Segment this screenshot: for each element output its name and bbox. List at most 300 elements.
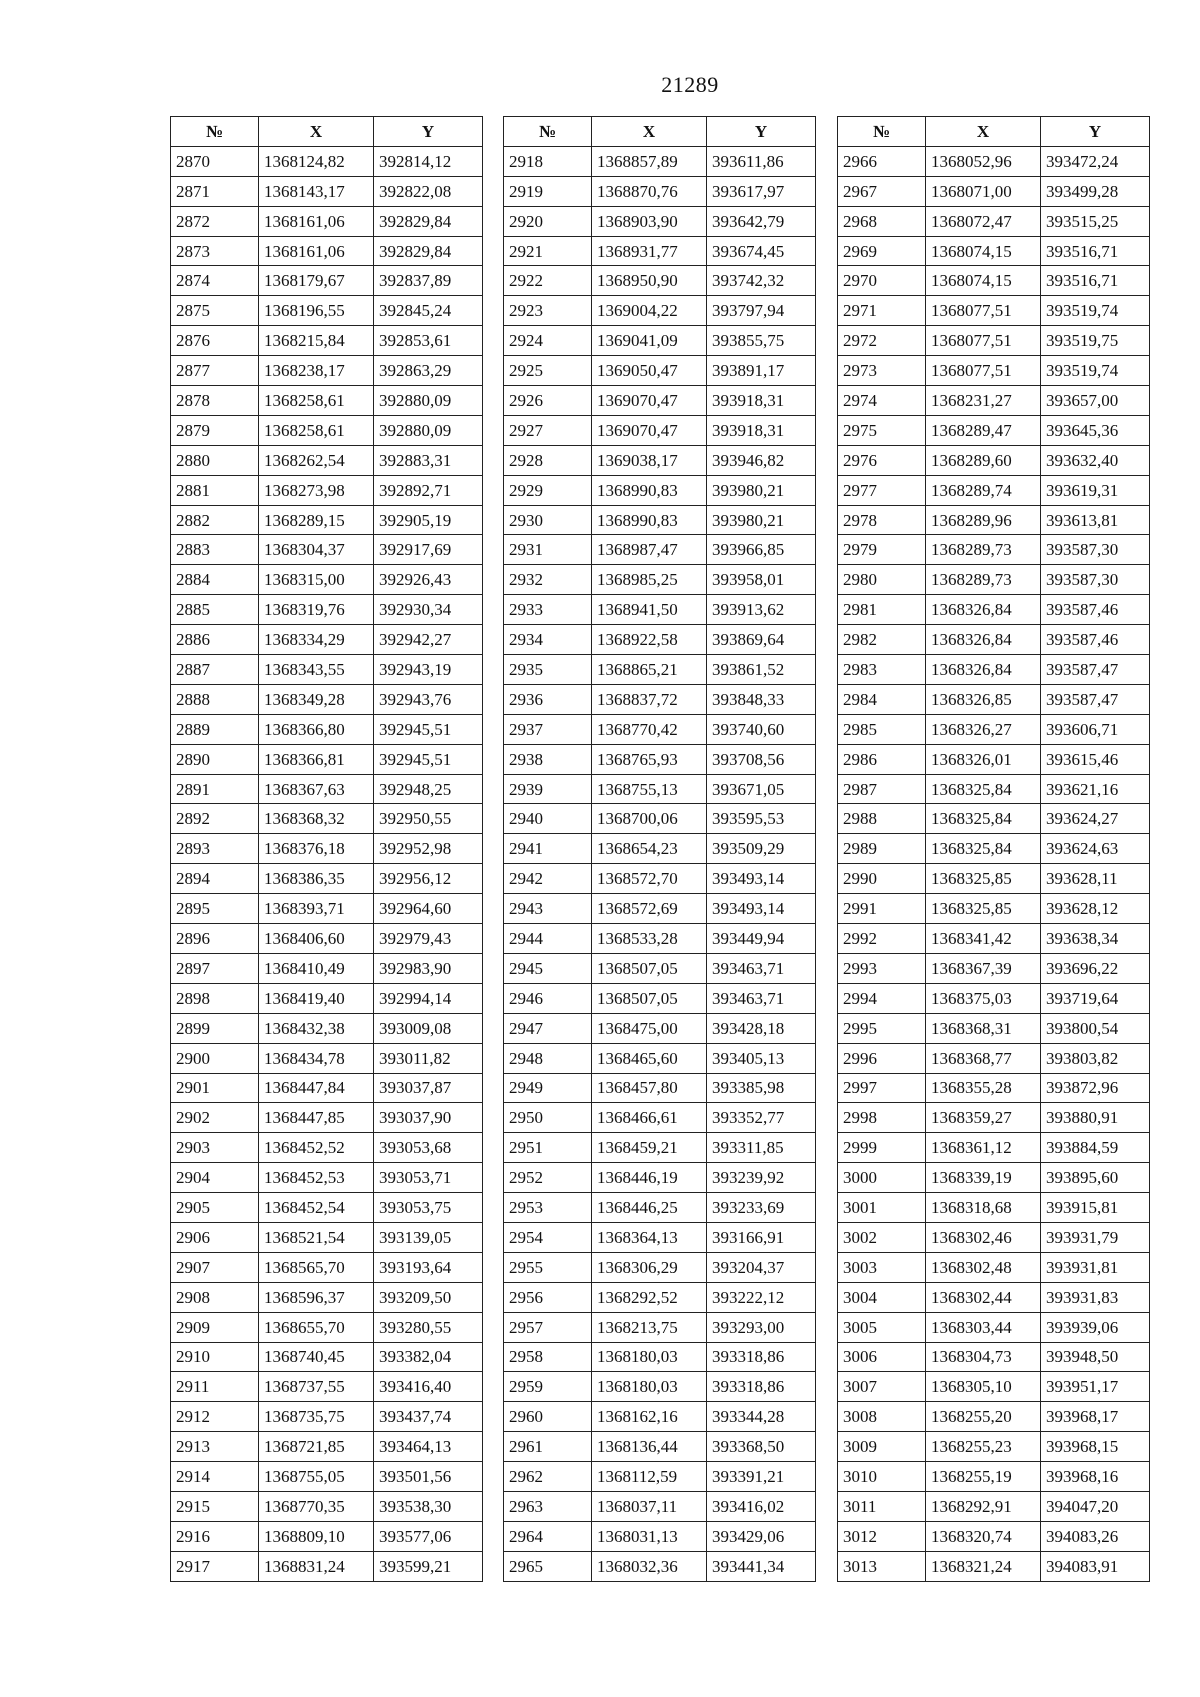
y-coordinate: 393968,17 <box>1041 1402 1150 1432</box>
x-coordinate: 1368325,84 <box>926 774 1041 804</box>
coordinates-table-3 <box>837 116 1150 1582</box>
y-coordinate: 393352,77 <box>707 1103 816 1133</box>
table-row <box>504 356 816 386</box>
table-row <box>171 475 483 505</box>
table-row <box>171 1491 483 1521</box>
x-coordinate: 1368231,27 <box>926 386 1041 416</box>
x-coordinate: 1368031,13 <box>592 1521 707 1551</box>
x-coordinate: 1368162,16 <box>592 1402 707 1432</box>
table-row <box>171 1222 483 1252</box>
x-coordinate: 1368446,19 <box>592 1163 707 1193</box>
table-row <box>171 1402 483 1432</box>
y-coordinate: 393233,69 <box>707 1193 816 1223</box>
table-row <box>171 1462 483 1492</box>
table-row <box>171 1282 483 1312</box>
point-number: 2968 <box>838 206 926 236</box>
point-number: 2925 <box>504 356 592 386</box>
table-row <box>504 565 816 595</box>
x-coordinate: 1368304,37 <box>259 535 374 565</box>
y-coordinate: 392822,08 <box>374 176 483 206</box>
y-coordinate: 392952,98 <box>374 834 483 864</box>
table-row <box>504 236 816 266</box>
point-number: 2891 <box>171 774 259 804</box>
point-number: 2939 <box>504 774 592 804</box>
y-coordinate: 393516,71 <box>1041 266 1150 296</box>
point-number: 2935 <box>504 655 592 685</box>
table-row <box>504 1551 816 1581</box>
point-number: 2881 <box>171 475 259 505</box>
point-number: 2957 <box>504 1312 592 1342</box>
point-number: 2983 <box>838 655 926 685</box>
y-coordinate: 392943,76 <box>374 684 483 714</box>
table-row <box>504 1312 816 1342</box>
table-row <box>504 1491 816 1521</box>
table-row <box>504 1282 816 1312</box>
table-row <box>838 1521 1150 1551</box>
y-coordinate: 393209,50 <box>374 1282 483 1312</box>
table-row <box>504 804 816 834</box>
point-number: 2975 <box>838 415 926 445</box>
table-row <box>504 146 816 176</box>
y-coordinate: 393740,60 <box>707 714 816 744</box>
y-coordinate: 392845,24 <box>374 296 483 326</box>
y-coordinate: 393166,91 <box>707 1222 816 1252</box>
y-coordinate: 393880,91 <box>1041 1103 1150 1133</box>
point-number: 2870 <box>171 146 259 176</box>
y-coordinate: 394083,91 <box>1041 1551 1150 1581</box>
point-number: 2926 <box>504 386 592 416</box>
y-coordinate: 393493,14 <box>707 864 816 894</box>
x-coordinate: 1368355,28 <box>926 1073 1041 1103</box>
y-coordinate: 393968,16 <box>1041 1462 1150 1492</box>
table-row <box>171 326 483 356</box>
x-coordinate: 1368305,10 <box>926 1372 1041 1402</box>
y-coordinate: 393437,74 <box>374 1402 483 1432</box>
header-y: Y <box>707 117 816 147</box>
y-coordinate: 393915,81 <box>1041 1193 1150 1223</box>
header-number: № <box>838 117 926 147</box>
point-number: 2996 <box>838 1043 926 1073</box>
x-coordinate: 1368755,05 <box>259 1462 374 1492</box>
x-coordinate: 1368770,42 <box>592 714 707 744</box>
y-coordinate: 393405,13 <box>707 1043 816 1073</box>
x-coordinate: 1368180,03 <box>592 1342 707 1372</box>
table-row <box>504 1432 816 1462</box>
y-coordinate: 393416,40 <box>374 1372 483 1402</box>
y-coordinate: 393621,16 <box>1041 774 1150 804</box>
point-number: 2900 <box>171 1043 259 1073</box>
point-number: 2990 <box>838 864 926 894</box>
table-row <box>171 565 483 595</box>
x-coordinate: 1368466,61 <box>592 1103 707 1133</box>
point-number: 2995 <box>838 1013 926 1043</box>
table-row <box>838 206 1150 236</box>
point-number: 2959 <box>504 1372 592 1402</box>
point-number: 2916 <box>171 1521 259 1551</box>
point-number: 2901 <box>171 1073 259 1103</box>
table-row <box>171 1551 483 1581</box>
point-number: 3006 <box>838 1342 926 1372</box>
x-coordinate: 1368315,00 <box>259 565 374 595</box>
point-number: 3002 <box>838 1222 926 1252</box>
table-row <box>504 1043 816 1073</box>
table-row <box>838 505 1150 535</box>
table-row <box>838 1013 1150 1043</box>
point-number: 2992 <box>838 924 926 954</box>
x-coordinate: 1369070,47 <box>592 386 707 416</box>
point-number: 2884 <box>171 565 259 595</box>
y-coordinate: 393918,31 <box>707 415 816 445</box>
x-coordinate: 1368367,39 <box>926 953 1041 983</box>
point-number: 3005 <box>838 1312 926 1342</box>
x-coordinate: 1368289,96 <box>926 505 1041 535</box>
point-number: 2974 <box>838 386 926 416</box>
x-coordinate: 1368457,80 <box>592 1073 707 1103</box>
point-number: 2893 <box>171 834 259 864</box>
x-coordinate: 1368052,96 <box>926 146 1041 176</box>
point-number: 2872 <box>171 206 259 236</box>
x-coordinate: 1368700,06 <box>592 804 707 834</box>
y-coordinate: 393385,98 <box>707 1073 816 1103</box>
y-coordinate: 393222,12 <box>707 1282 816 1312</box>
table-row <box>838 1402 1150 1432</box>
table-row <box>504 953 816 983</box>
table-row <box>171 714 483 744</box>
x-coordinate: 1368072,47 <box>926 206 1041 236</box>
y-coordinate: 393280,55 <box>374 1312 483 1342</box>
y-coordinate: 392930,34 <box>374 595 483 625</box>
table-row <box>171 774 483 804</box>
table-row <box>171 1312 483 1342</box>
y-coordinate: 393441,34 <box>707 1551 816 1581</box>
table-row <box>838 1462 1150 1492</box>
y-coordinate: 393931,83 <box>1041 1282 1150 1312</box>
x-coordinate: 1368326,84 <box>926 595 1041 625</box>
y-coordinate: 393587,46 <box>1041 595 1150 625</box>
table-row <box>171 206 483 236</box>
table-row <box>838 475 1150 505</box>
x-coordinate: 1368325,84 <box>926 804 1041 834</box>
table-row <box>171 146 483 176</box>
y-coordinate: 393587,47 <box>1041 684 1150 714</box>
table-row <box>838 1222 1150 1252</box>
x-coordinate: 1369038,17 <box>592 445 707 475</box>
point-number: 2978 <box>838 505 926 535</box>
x-coordinate: 1368124,82 <box>259 146 374 176</box>
point-number: 2928 <box>504 445 592 475</box>
point-number: 3003 <box>838 1252 926 1282</box>
point-number: 2980 <box>838 565 926 595</box>
y-coordinate: 393869,64 <box>707 625 816 655</box>
x-coordinate: 1368831,24 <box>259 1551 374 1581</box>
point-number: 2941 <box>504 834 592 864</box>
y-coordinate: 393519,74 <box>1041 296 1150 326</box>
x-coordinate: 1368521,54 <box>259 1222 374 1252</box>
x-coordinate: 1368737,55 <box>259 1372 374 1402</box>
point-number: 2973 <box>838 356 926 386</box>
table-row <box>171 1521 483 1551</box>
point-number: 2955 <box>504 1252 592 1282</box>
x-coordinate: 1368292,91 <box>926 1491 1041 1521</box>
x-coordinate: 1368339,19 <box>926 1163 1041 1193</box>
table-row <box>171 1163 483 1193</box>
table-row <box>838 1073 1150 1103</box>
table-row <box>838 565 1150 595</box>
point-number: 2883 <box>171 535 259 565</box>
table-row <box>838 625 1150 655</box>
table-row <box>171 266 483 296</box>
x-coordinate: 1368361,12 <box>926 1133 1041 1163</box>
y-coordinate: 393674,45 <box>707 236 816 266</box>
point-number: 2918 <box>504 146 592 176</box>
table-row <box>838 953 1150 983</box>
x-coordinate: 1368452,52 <box>259 1133 374 1163</box>
y-coordinate: 393509,29 <box>707 834 816 864</box>
table-row <box>504 864 816 894</box>
x-coordinate: 1368941,50 <box>592 595 707 625</box>
table-row <box>838 176 1150 206</box>
table-row <box>838 1432 1150 1462</box>
x-coordinate: 1368306,29 <box>592 1252 707 1282</box>
table-row <box>838 356 1150 386</box>
x-coordinate: 1368292,52 <box>592 1282 707 1312</box>
table-row <box>838 1252 1150 1282</box>
y-coordinate: 393800,54 <box>1041 1013 1150 1043</box>
point-number: 2921 <box>504 236 592 266</box>
y-coordinate: 392917,69 <box>374 535 483 565</box>
x-coordinate: 1368161,06 <box>259 206 374 236</box>
y-coordinate: 393913,62 <box>707 595 816 625</box>
y-coordinate: 392829,84 <box>374 236 483 266</box>
y-coordinate: 393429,06 <box>707 1521 816 1551</box>
y-coordinate: 393948,50 <box>1041 1342 1150 1372</box>
table-row <box>171 1342 483 1372</box>
y-coordinate: 393624,27 <box>1041 804 1150 834</box>
y-coordinate: 393951,17 <box>1041 1372 1150 1402</box>
table-row <box>838 924 1150 954</box>
table-row <box>504 386 816 416</box>
point-number: 2924 <box>504 326 592 356</box>
point-number: 2966 <box>838 146 926 176</box>
point-number: 2888 <box>171 684 259 714</box>
point-number: 2877 <box>171 356 259 386</box>
table-row <box>171 983 483 1013</box>
x-coordinate: 1368304,73 <box>926 1342 1041 1372</box>
y-coordinate: 393053,75 <box>374 1193 483 1223</box>
y-coordinate: 392926,43 <box>374 565 483 595</box>
x-coordinate: 1368366,81 <box>259 744 374 774</box>
point-number: 2960 <box>504 1402 592 1432</box>
y-coordinate: 393645,36 <box>1041 415 1150 445</box>
y-coordinate: 393368,50 <box>707 1432 816 1462</box>
point-number: 2896 <box>171 924 259 954</box>
table-row <box>171 953 483 983</box>
x-coordinate: 1368143,17 <box>259 176 374 206</box>
y-coordinate: 393391,21 <box>707 1462 816 1492</box>
x-coordinate: 1368302,48 <box>926 1252 1041 1282</box>
table-row <box>504 924 816 954</box>
point-number: 2987 <box>838 774 926 804</box>
x-coordinate: 1368325,85 <box>926 864 1041 894</box>
point-number: 2989 <box>838 834 926 864</box>
table-row <box>504 834 816 864</box>
table-row <box>171 1043 483 1073</box>
y-coordinate: 393632,40 <box>1041 445 1150 475</box>
point-number: 2943 <box>504 894 592 924</box>
point-number: 2907 <box>171 1252 259 1282</box>
x-coordinate: 1368320,74 <box>926 1521 1041 1551</box>
x-coordinate: 1368326,01 <box>926 744 1041 774</box>
y-coordinate: 393053,71 <box>374 1163 483 1193</box>
y-coordinate: 393628,12 <box>1041 894 1150 924</box>
y-coordinate: 393464,13 <box>374 1432 483 1462</box>
y-coordinate: 392942,27 <box>374 625 483 655</box>
point-number: 2930 <box>504 505 592 535</box>
table-row <box>504 445 816 475</box>
y-coordinate: 393577,06 <box>374 1521 483 1551</box>
y-coordinate: 393696,22 <box>1041 953 1150 983</box>
y-coordinate: 393708,56 <box>707 744 816 774</box>
table-row <box>504 266 816 296</box>
x-coordinate: 1368572,70 <box>592 864 707 894</box>
x-coordinate: 1368755,13 <box>592 774 707 804</box>
table-row <box>504 296 816 326</box>
table-row <box>504 744 816 774</box>
y-coordinate: 393139,05 <box>374 1222 483 1252</box>
point-number: 2898 <box>171 983 259 1013</box>
y-coordinate: 393538,30 <box>374 1491 483 1521</box>
y-coordinate: 393638,34 <box>1041 924 1150 954</box>
table-row <box>504 625 816 655</box>
table-row <box>504 1462 816 1492</box>
x-coordinate: 1368303,44 <box>926 1312 1041 1342</box>
y-coordinate: 393946,82 <box>707 445 816 475</box>
y-coordinate: 392945,51 <box>374 744 483 774</box>
coordinates-table-2 <box>503 116 816 1582</box>
point-number: 3000 <box>838 1163 926 1193</box>
y-coordinate: 393499,28 <box>1041 176 1150 206</box>
point-number: 2880 <box>171 445 259 475</box>
table-row <box>504 684 816 714</box>
table-row <box>171 1013 483 1043</box>
point-number: 2979 <box>838 535 926 565</box>
x-coordinate: 1368857,89 <box>592 146 707 176</box>
x-coordinate: 1368447,84 <box>259 1073 374 1103</box>
x-coordinate: 1368318,68 <box>926 1193 1041 1223</box>
table-row <box>171 1372 483 1402</box>
x-coordinate: 1368289,60 <box>926 445 1041 475</box>
point-number: 2932 <box>504 565 592 595</box>
coordinates-table-1 <box>170 116 483 1582</box>
table-row <box>838 146 1150 176</box>
y-coordinate: 393587,46 <box>1041 625 1150 655</box>
y-coordinate: 393742,32 <box>707 266 816 296</box>
x-coordinate: 1368289,47 <box>926 415 1041 445</box>
table-row <box>504 1073 816 1103</box>
point-number: 2911 <box>171 1372 259 1402</box>
y-coordinate: 393193,64 <box>374 1252 483 1282</box>
table-row <box>838 1372 1150 1402</box>
table-row <box>171 236 483 266</box>
table-row <box>838 774 1150 804</box>
point-number: 2873 <box>171 236 259 266</box>
point-number: 2994 <box>838 983 926 1013</box>
y-coordinate: 392837,89 <box>374 266 483 296</box>
table-row <box>838 864 1150 894</box>
y-coordinate: 393848,33 <box>707 684 816 714</box>
x-coordinate: 1368990,83 <box>592 475 707 505</box>
header-y: Y <box>1041 117 1150 147</box>
table-row <box>171 894 483 924</box>
y-coordinate: 393009,08 <box>374 1013 483 1043</box>
table-row <box>504 1372 816 1402</box>
table-row <box>838 1312 1150 1342</box>
y-coordinate: 392943,19 <box>374 655 483 685</box>
y-coordinate: 392945,51 <box>374 714 483 744</box>
y-coordinate: 393311,85 <box>707 1133 816 1163</box>
page-number: 21289 <box>661 72 719 97</box>
table-row <box>171 445 483 475</box>
x-coordinate: 1368987,47 <box>592 535 707 565</box>
table-row <box>171 296 483 326</box>
point-number: 2952 <box>504 1163 592 1193</box>
y-coordinate: 393966,85 <box>707 535 816 565</box>
x-coordinate: 1368375,03 <box>926 983 1041 1013</box>
y-coordinate: 393501,56 <box>374 1462 483 1492</box>
table-row <box>838 386 1150 416</box>
table-row <box>171 655 483 685</box>
point-number: 2876 <box>171 326 259 356</box>
y-coordinate: 393797,94 <box>707 296 816 326</box>
table-row <box>171 535 483 565</box>
table-row <box>171 1252 483 1282</box>
table-row <box>504 1193 816 1223</box>
x-coordinate: 1368655,70 <box>259 1312 374 1342</box>
x-coordinate: 1368735,75 <box>259 1402 374 1432</box>
table-row <box>504 714 816 744</box>
x-coordinate: 1368037,11 <box>592 1491 707 1521</box>
table-row <box>171 415 483 445</box>
y-coordinate: 393719,64 <box>1041 983 1150 1013</box>
x-coordinate: 1368406,60 <box>259 924 374 954</box>
x-coordinate: 1368326,27 <box>926 714 1041 744</box>
point-number: 2954 <box>504 1222 592 1252</box>
x-coordinate: 1368410,49 <box>259 953 374 983</box>
y-coordinate: 393587,30 <box>1041 565 1150 595</box>
table-row <box>838 714 1150 744</box>
y-coordinate: 393516,71 <box>1041 236 1150 266</box>
table-row <box>171 386 483 416</box>
x-coordinate: 1368302,44 <box>926 1282 1041 1312</box>
y-coordinate: 393931,81 <box>1041 1252 1150 1282</box>
y-coordinate: 392983,90 <box>374 953 483 983</box>
x-coordinate: 1368533,28 <box>592 924 707 954</box>
table-row <box>504 326 816 356</box>
x-coordinate: 1368459,21 <box>592 1133 707 1163</box>
x-coordinate: 1368255,19 <box>926 1462 1041 1492</box>
x-coordinate: 1368325,84 <box>926 834 1041 864</box>
point-number: 2915 <box>171 1491 259 1521</box>
point-number: 2977 <box>838 475 926 505</box>
x-coordinate: 1368258,61 <box>259 415 374 445</box>
point-number: 2951 <box>504 1133 592 1163</box>
point-number: 2965 <box>504 1551 592 1581</box>
point-number: 2879 <box>171 415 259 445</box>
table-row <box>171 834 483 864</box>
x-coordinate: 1369004,22 <box>592 296 707 326</box>
point-number: 2993 <box>838 953 926 983</box>
x-coordinate: 1368074,15 <box>926 236 1041 266</box>
